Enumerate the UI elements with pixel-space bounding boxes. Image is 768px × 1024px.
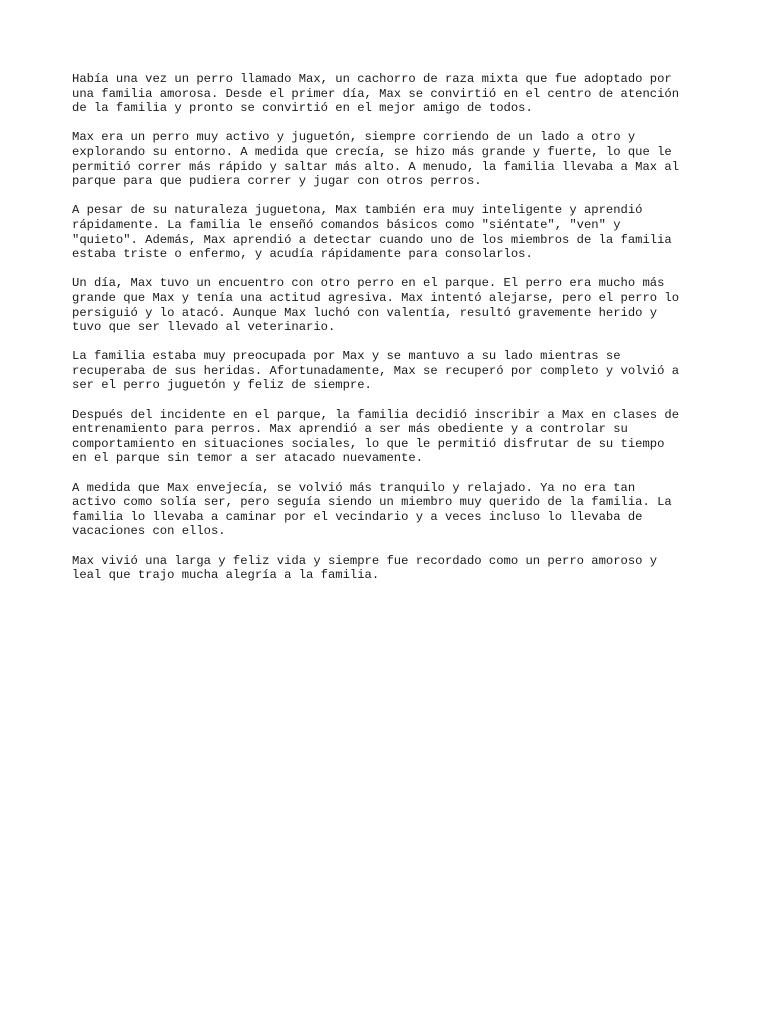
text-line: grande que Max y tenía una actitud agresiva. Max intentó alejarse, pero el perro lo [72, 290, 680, 305]
text-line: familia lo llevaba a caminar por el vecindario y a veces incluso lo llevaba de [72, 509, 643, 524]
paragraph-5 [72, 349, 712, 393]
text-line: de la familia y pronto se convirtió en el mejor amigo de todos. [72, 101, 533, 116]
text-line: leal que trajo mucha alegría a la familia. [72, 568, 380, 583]
paragraph-7 [72, 481, 712, 539]
paragraph-8 [72, 554, 712, 583]
paragraph-3 [72, 203, 712, 261]
text-line: comportamiento en situaciones sociales, lo que le permitió disfrutar de su tiempo [72, 436, 665, 451]
text-line: Después del incidente en el parque, la familia decidió inscribir a Max en clases de [72, 407, 680, 422]
text-line: "quieto". Además, Max aprendió a detectar cuando uno de los miembros de la familia [72, 232, 672, 247]
text-line: vacaciones con ellos. [72, 524, 226, 539]
text-line: permitió correr más rápido y saltar más alto. A menudo, la familia llevaba a Max al [72, 159, 680, 174]
text-line: Un día, Max tuvo un encuentro con otro perro en el parque. El perro era mucho más [72, 276, 665, 291]
text-line: A medida que Max envejecía, se volvió más tranquilo y relajado. Ya no era tan [72, 480, 636, 495]
text-line: Max era un perro muy activo y juguetón, siempre corriendo de un lado a otro y [72, 130, 636, 145]
text-line: estaba triste o enfermo, y acudía rápidamente para consolarlos. [72, 247, 533, 262]
text-line: activo como solía ser, pero seguía siendo un miembro muy querido de la familia. La [72, 495, 672, 510]
text-line: recuperaba de sus heridas. Afortunadamente, Max se recuperó por completo y volvió a [72, 363, 680, 378]
text-line: La familia estaba muy preocupada por Max y se mantuvo a su lado mientras se [72, 349, 621, 364]
text-line: Max vivió una larga y feliz vida y siempre fue recordado como un perro amoroso y [72, 553, 658, 568]
document-body [72, 72, 712, 597]
paragraph-4 [72, 276, 712, 334]
text-line: Había una vez un perro llamado Max, un cachorro de raza mixta que fue adoptado por [72, 72, 672, 86]
text-line: entrenamiento para perros. Max aprendió a ser más obediente y a controlar su [72, 422, 628, 437]
paragraph-1 [72, 72, 712, 116]
text-line: rápidamente. La familia le enseñó comandos básicos como "siéntate", "ven" y [72, 217, 621, 232]
text-line: persiguió y lo atacó. Aunque Max luchó con valentía, resultó gravemente herido y [72, 305, 658, 320]
paragraph-6 [72, 408, 712, 466]
text-line: parque para que pudiera correr y jugar con otros perros. [72, 174, 482, 189]
text-line: explorando su entorno. A medida que crecía, se hizo más grande y fuerte, lo que le [72, 144, 672, 159]
paragraph-2 [72, 130, 712, 188]
text-line: tuvo que ser llevado al veterinario. [72, 320, 336, 335]
text-line: una familia amorosa. Desde el primer día, Max se convirtió en el centro de atención [72, 86, 680, 101]
text-line: en el parque sin temor a ser atacado nuevamente. [72, 451, 424, 466]
text-line: A pesar de su naturaleza juguetona, Max también era muy inteligente y aprendió [72, 203, 643, 218]
text-line: ser el perro juguetón y feliz de siempre. [72, 378, 372, 393]
